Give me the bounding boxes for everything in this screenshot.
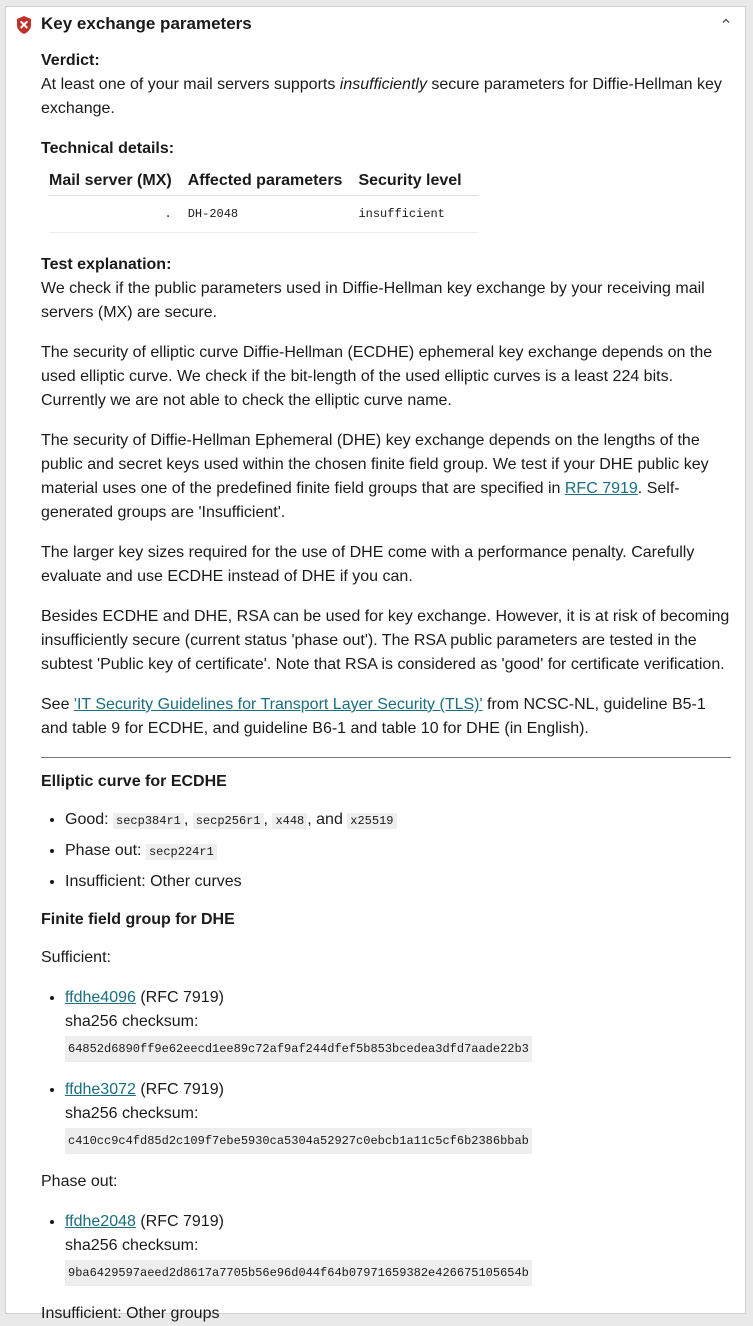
explanation-p3-before: The security of Diffie-Hellman Ephemeral (DHE) key exchange depends on the lengths of the public and secret keys used within the chosen finite field group. We test if your DHE public key material uses one of the predefined finite field groups that are specified in [41,432,709,497]
tls-guidelines-link[interactable]: 'IT Security Guidelines for Transport Layer Security (TLS)' [73,696,483,713]
ecdhe-section [41,770,731,894]
explanation-label: Test explanation: [41,256,172,273]
phase-out-label: Phase out: [41,1173,118,1190]
test-result-panel [5,6,746,1322]
sufficient-list [41,986,731,1154]
list-item [65,986,731,1062]
checksum-value: c410cc9c4fd85d2c109f7ebe5930ca5304a52927c0ebcb1a11c5cf6b2386bbab [65,1128,532,1154]
list-separator: , [183,811,193,828]
verdict-emphasis: insufficiently [339,76,427,93]
explanation-section [41,253,731,741]
list-item [65,808,731,833]
technical-section [41,137,731,233]
explanation-p6-after: from NCSC-NL, guideline B5-1 and table 9 for ECDHE, and guideline B6-1 and table 10 for DHE (in English). [41,696,706,737]
table-header-row [49,167,478,196]
list-separator: , [263,811,273,828]
curve-code: secp384r1 [113,813,184,829]
ffdhe3072-link[interactable]: ffdhe3072 [65,1081,136,1098]
panel-header[interactable] [6,7,745,43]
column-header-params: Affected parameters [188,167,359,196]
ffdhe2048-link[interactable]: ffdhe2048 [65,1213,136,1230]
checksum-label: sha256 checksum: [65,1237,199,1254]
explanation-p5: Besides ECDHE and DHE, RSA can be used for key exchange. However, it is at risk of becoming insufficiently secure (current status 'phase out'). The RSA public parameters are tested in the subtest 'Public key of certificate'. Note that RSA is considered as 'good' for certificate verification. [41,608,730,673]
group-ref: (RFC 7919) [135,989,224,1006]
curve-code: x25519 [347,813,396,829]
panel-title: Key exchange parameters [41,14,252,33]
curve-code: secp256r1 [193,813,264,829]
verdict-text-after: secure parameters for Diffie-Hellman key exchange. [41,76,722,117]
group-ref: (RFC 7919) [135,1213,224,1230]
panel-content [41,49,731,1326]
list-item [65,1210,731,1286]
chevron-up-icon[interactable] [719,14,733,28]
technical-label: Technical details: [41,140,175,157]
ffdhe4096-link[interactable]: ffdhe4096 [65,989,136,1006]
checksum-label: sha256 checksum: [65,1013,199,1030]
list-item [65,1078,731,1154]
explanation-p1: We check if the public parameters used in Diffie-Hellman key exchange by your receiving mail servers (MX) are secure. [41,280,705,321]
verdict-text [41,73,731,121]
list-item: • Insufficient: Other curves [65,870,731,894]
group-ref: (RFC 7919) [135,1081,224,1098]
technical-table [49,167,478,233]
rfc7919-link[interactable]: RFC 7919 [564,480,638,497]
ecdhe-good-label: Good: [65,811,114,828]
cell-level: insufficient [358,196,477,233]
list-separator: , and [307,811,348,828]
verdict-label: Verdict: [41,52,100,69]
curve-code: x448 [272,813,307,829]
cell-mx: . [49,196,188,233]
cell-params: DH-2048 [188,196,359,233]
verdict-section [41,49,731,121]
checksum-value: 64852d6890ff9e62eecd1ee89c72af9af244dfef5b853bcedea3dfd7aade22b3 [65,1036,532,1062]
explanation-p6-before: See [41,696,74,713]
column-header-mx: Mail server (MX) [49,167,188,196]
checksum-value: 9ba6429597aeed2d8617a7705b56e96d044f64b07971659382e426675105654b [65,1260,532,1286]
error-shield-icon [16,16,32,34]
dhe-section [41,908,731,1326]
explanation-p3 [41,429,731,525]
section-divider [41,757,731,758]
explanation-p3-after: . Self-generated groups are 'Insufficient'. [41,480,680,521]
table-row [49,196,478,233]
sufficient-label: Sufficient: [41,949,111,966]
ecdhe-heading: Elliptic curve for ECDHE [41,773,227,790]
column-header-level: Security level [358,167,477,196]
verdict-text-before: At least one of your mail servers supports [41,76,340,93]
ecdhe-list [41,808,731,894]
explanation-p2: The security of elliptic curve Diffie-Hellman (ECDHE) ephemeral key exchange depends on the used elliptic curve. We check if the bit-length of the used elliptic curves is a least 224 bits. Currently we are not able to check the elliptic curve name. [41,344,713,409]
checksum-label: sha256 checksum: [65,1105,199,1122]
dhe-heading: Finite field group for DHE [41,911,235,928]
ecdhe-phase-label: Phase out: [65,842,146,859]
curve-code: secp224r1 [146,844,217,860]
insufficient-groups: Insufficient: Other groups [41,1305,220,1322]
phase-out-list [41,1210,731,1286]
explanation-p6 [41,693,731,741]
explanation-p4: The larger key sizes required for the use of DHE come with a performance penalty. Carefully evaluate and use ECDHE instead of DHE if you can. [41,544,695,585]
list-item [65,839,731,864]
